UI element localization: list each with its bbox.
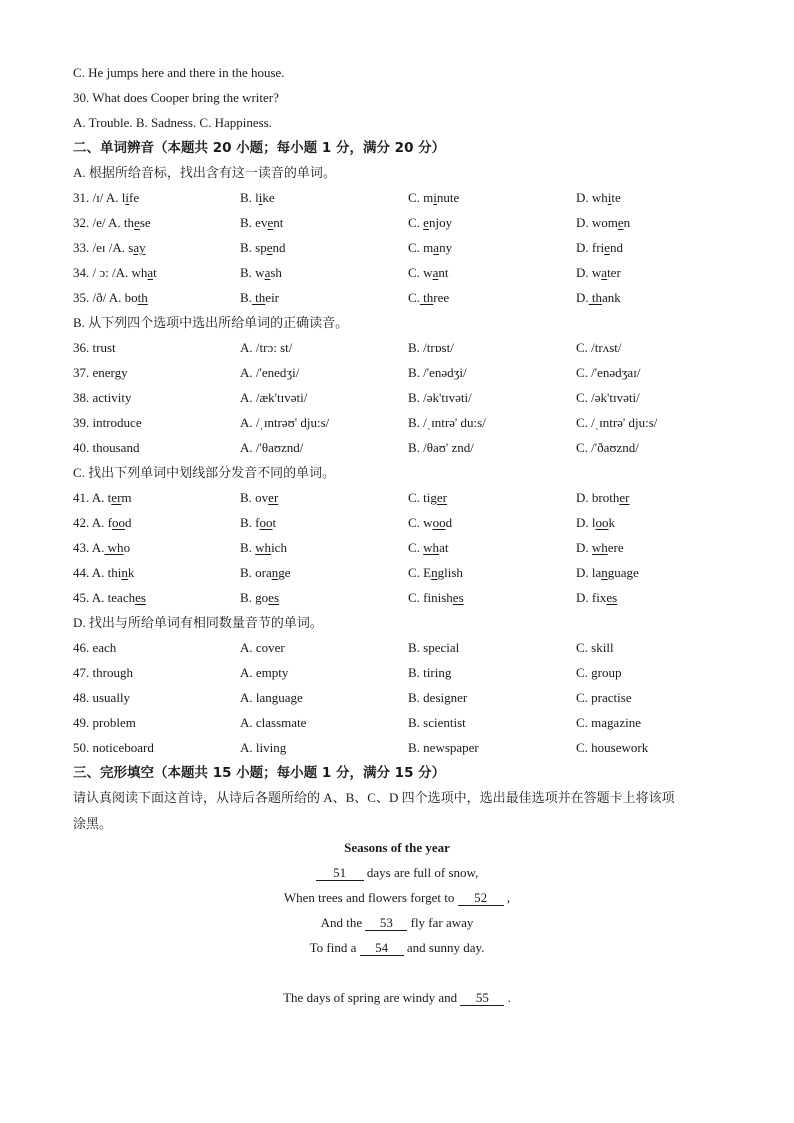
part-a-row-5-col-4 — [576, 288, 621, 308]
question-30: 30. What does Cooper bring the writer? — [73, 90, 279, 105]
part-d-row-3-col-4: C. practise — [576, 690, 632, 705]
text-segment: k — [608, 515, 615, 530]
text-segment: C. m — [408, 190, 434, 205]
option-c-line: C. He jumps here and there in the house. — [73, 65, 285, 80]
part-b-row-1-col-1: 36. trust — [73, 340, 116, 355]
part-a-row-4-col-1 — [73, 263, 157, 283]
part-d-row-3-col-1: 48. usually — [73, 690, 131, 705]
part-a-row-1-col-4 — [576, 188, 621, 208]
poem-line-3 — [0, 913, 794, 933]
blank-55: 55 — [460, 990, 504, 1006]
part-b-row-4-col-1: 39. introduce — [73, 415, 142, 430]
text-segment: at — [439, 540, 449, 555]
blank-53: 53 — [365, 915, 407, 931]
text-segment: C. E — [408, 565, 432, 580]
text-segment: B. l — [240, 190, 259, 205]
text-segment: D. — [576, 540, 592, 555]
underlined-segment: es — [135, 590, 146, 605]
text-segment: nd — [272, 240, 286, 255]
text-segment: D. fri — [576, 240, 605, 255]
text-segment: nd — [609, 240, 623, 255]
underlined-segment: th — [588, 290, 603, 305]
text-segment: nute — [436, 190, 460, 205]
text-segment: C. w — [408, 515, 433, 530]
text-segment: se — [139, 215, 151, 230]
part-b-row-4-col-3: B. /ˌɪntrə' du:s/ — [408, 415, 486, 430]
part-c-row-3-col-4 — [576, 538, 624, 558]
underlined-segment: n — [431, 565, 438, 580]
text-segment: B. w — [240, 265, 265, 280]
cloze-instruction-line-1: 请认真阅读下面这首诗，从诗后各题所给的 A、B、C、D 四个选项中，选出最佳选项并在答题卡上将该项 — [73, 790, 675, 805]
underlined-segment: oo — [432, 515, 446, 530]
text-segment: B. ora — [240, 565, 272, 580]
part-b-row-5-col-2: A. /'θaʊznd/ — [240, 440, 304, 455]
underlined-segment: i — [433, 190, 437, 205]
part-c-instruction: C. 找出下列单词中划线部分发音不同的单词。 — [73, 465, 336, 480]
text-segment: 32. /e/ A. th — [73, 215, 135, 230]
part-d-row-4-col-2: A. classmate — [240, 715, 307, 730]
part-a-row-4-col-4 — [576, 263, 621, 283]
part-b-row-2-col-4: C. /'enədʒaɪ/ — [576, 365, 641, 380]
text-segment: C. w — [408, 265, 433, 280]
text-segment: D. w — [576, 265, 602, 280]
text-segment: sh — [270, 265, 282, 280]
part-b-row-1-col-3: B. /trɒst/ — [408, 340, 454, 355]
text-segment: 44. A. thi — [73, 565, 122, 580]
poem-line-5-end: . — [504, 990, 511, 1005]
part-b-row-5-col-1: 40. thousand — [73, 440, 140, 455]
poem-line-2 — [0, 888, 794, 908]
blank-51: 51 — [316, 865, 364, 881]
part-b-instruction: B. 从下列四个选项中选出所给单词的正确读音。 — [73, 315, 349, 330]
text-segment: njoy — [428, 215, 453, 230]
part-a-row-1-col-3 — [408, 188, 459, 208]
text-segment: glish — [437, 565, 463, 580]
text-segment: 45. A. teach — [73, 590, 136, 605]
part-d-row-5-col-2: A. living — [240, 740, 287, 755]
text-segment: eir — [265, 290, 280, 305]
part-a-row-2-col-4 — [576, 213, 630, 233]
poem-line-4-end: and sunny day. — [403, 940, 485, 955]
text-segment: ank — [602, 290, 621, 305]
underlined-segment: i — [258, 190, 263, 205]
text-segment: m — [121, 490, 132, 505]
text-segment: D. wom — [576, 215, 618, 230]
text-segment: o — [123, 540, 131, 555]
text-segment: D. wh — [576, 190, 608, 205]
part-c-row-2-col-2 — [240, 513, 276, 533]
text-segment: B. f — [240, 515, 260, 530]
underlined-segment: wh — [104, 540, 124, 555]
text-segment: C. — [408, 540, 424, 555]
poem-line-1 — [0, 863, 794, 883]
part-d-row-1-col-4: C. skill — [576, 640, 614, 655]
text-segment: ge — [278, 565, 291, 580]
part-c-row-5-col-1 — [73, 588, 146, 608]
part-a-row-5-col-1 — [73, 288, 148, 308]
underlined-segment: a — [432, 265, 439, 280]
part-b-row-3-col-3: B. /ək'tɪvəti/ — [408, 390, 472, 405]
underlined-segment: wh — [255, 540, 272, 555]
part-c-row-1-col-3 — [408, 488, 447, 508]
text-segment: 43. A. — [73, 540, 105, 555]
underlined-segment: er — [111, 490, 122, 505]
underlined-segment: th — [137, 290, 148, 305]
text-segment: te — [611, 190, 621, 205]
part-c-row-4-col-1 — [73, 563, 134, 583]
underlined-segment: a — [264, 265, 271, 280]
part-c-row-2-col-4 — [576, 513, 615, 533]
text-segment: D. l — [576, 515, 596, 530]
text-segment: C. m — [408, 240, 434, 255]
part-d-row-1-col-2: A. cover — [240, 640, 285, 655]
part-d-row-2-col-2: A. empty — [240, 665, 289, 680]
text-segment: fe — [129, 190, 140, 205]
text-segment: ter — [607, 265, 621, 280]
part-a-row-3-col-4 — [576, 238, 623, 258]
part-d-row-5-col-3: B. newspaper — [408, 740, 479, 755]
text-segment: D. broth — [576, 490, 620, 505]
part-b-row-2-col-3: B. /'enədʒi/ — [408, 365, 467, 380]
underlined-segment: i — [125, 190, 129, 205]
part-d-row-2-col-1: 47. through — [73, 665, 133, 680]
text-segment: D. — [576, 290, 589, 305]
poem-title: Seasons of the year — [344, 840, 450, 855]
part-c-row-4-col-3 — [408, 563, 463, 583]
part-b-row-4-col-2: A. /ˌɪntrəʊ' dju:s/ — [240, 415, 330, 430]
underlined-segment: es — [452, 590, 464, 605]
poem-line-5-text: The days of spring are windy and — [283, 990, 461, 1005]
text-segment: C. — [408, 290, 420, 305]
text-segment: 34. / ɔ: /A. wh — [73, 265, 148, 280]
text-segment: d — [445, 515, 453, 530]
text-segment: t — [153, 265, 157, 280]
part-a-row-1-col-1 — [73, 188, 139, 208]
text-segment: ree — [433, 290, 450, 305]
part-c-row-5-col-2 — [240, 588, 279, 608]
text-segment: n — [623, 215, 631, 230]
underlined-segment: th — [419, 290, 434, 305]
part-a-row-3-col-2 — [240, 238, 286, 258]
underlined-segment: wh — [423, 540, 440, 555]
text-segment: nt — [438, 265, 449, 280]
text-segment: nt — [273, 215, 284, 230]
part-a-row-2-col-1 — [73, 213, 151, 233]
text-segment: 33. /eɪ /A. s — [73, 240, 134, 255]
text-segment: C. finish — [408, 590, 453, 605]
underlined-segment: wh — [591, 540, 608, 555]
text-segment: guage — [607, 565, 639, 580]
poem-line-5 — [0, 988, 794, 1008]
part-a-row-4-col-3 — [408, 263, 448, 283]
text-segment: D. fix — [576, 590, 607, 605]
underlined-segment: es — [606, 590, 618, 605]
underlined-segment: oo — [259, 515, 273, 530]
text-segment: B. — [240, 540, 256, 555]
part-d-row-2-col-3: B. tiring — [408, 665, 452, 680]
underlined-segment: n — [121, 565, 128, 580]
text-segment: d — [125, 515, 132, 530]
poem-line-2-end: , — [503, 890, 511, 905]
underlined-segment: es — [268, 590, 280, 605]
part-d-row-5-col-4: C. housework — [576, 740, 649, 755]
part-a-row-2-col-2 — [240, 213, 283, 233]
underlined-segment: e — [617, 215, 624, 230]
underlined-segment: e — [423, 215, 429, 230]
section-2-heading: 二、单词辨音（本题共 20 小题；每小题 1 分，满分 20 分） — [73, 140, 446, 156]
text-segment: C. tig — [408, 490, 437, 505]
part-a-row-3-col-1 — [73, 238, 146, 258]
part-b-row-4-col-4: C. /ˌɪntrə' dju:s/ — [576, 415, 658, 430]
part-b-row-2-col-2: A. /'enedʒi/ — [240, 365, 300, 380]
part-b-row-3-col-4: C. /ək'tɪvəti/ — [576, 390, 640, 405]
part-b-row-1-col-4: C. /trʌst/ — [576, 340, 622, 355]
underlined-segment: a — [433, 240, 440, 255]
underlined-segment: oo — [595, 515, 609, 530]
part-d-row-4-col-3: B. scientist — [408, 715, 466, 730]
text-segment: ere — [607, 540, 624, 555]
part-d-row-1-col-3: B. special — [408, 640, 460, 655]
blank-54: 54 — [360, 940, 404, 956]
question-30-options: A. Trouble. B. Sadness. C. Happiness. — [73, 115, 272, 130]
part-a-row-4-col-2 — [240, 263, 282, 283]
part-b-row-1-col-2: A. /trɔ: st/ — [240, 340, 293, 355]
underlined-segment: a — [601, 265, 608, 280]
part-a-row-2-col-3 — [408, 213, 452, 233]
part-c-row-1-col-1 — [73, 488, 132, 508]
underlined-segment: a — [147, 265, 154, 280]
part-c-row-5-col-4 — [576, 588, 617, 608]
part-c-row-1-col-2 — [240, 488, 278, 508]
text-segment: k — [127, 565, 135, 580]
underlined-segment: e — [134, 215, 140, 230]
text-segment: t — [272, 515, 277, 530]
part-d-row-1-col-1: 46. each — [73, 640, 117, 655]
poem-line-3-text: And the — [320, 915, 366, 930]
underlined-segment: e — [604, 240, 610, 255]
part-b-row-3-col-1: 38. activity — [73, 390, 132, 405]
text-segment: ke — [262, 190, 275, 205]
poem-line-3-end: fly far away — [407, 915, 474, 930]
text-segment: 31. /ɪ/ A. l — [73, 190, 126, 205]
underlined-segment: ay — [133, 240, 146, 255]
underlined-segment: n — [601, 565, 608, 580]
text-segment: B. ov — [240, 490, 269, 505]
part-d-row-3-col-3: B. designer — [408, 690, 468, 705]
poem-line-4 — [0, 938, 794, 958]
part-c-row-1-col-4 — [576, 488, 629, 508]
part-b-row-2-col-1: 37. energy — [73, 365, 128, 380]
part-c-row-4-col-2 — [240, 563, 291, 583]
part-c-row-2-col-1 — [73, 513, 132, 533]
part-b-row-3-col-2: A. /æk'tɪvəti/ — [240, 390, 308, 405]
text-segment: D. la — [576, 565, 602, 580]
underlined-segment: er — [268, 490, 279, 505]
underlined-segment: th — [251, 290, 266, 305]
part-d-row-5-col-1: 50. noticeboard — [73, 740, 154, 755]
underlined-segment: oo — [112, 515, 125, 530]
section-3-heading: 三、完形填空（本题共 15 小题；每小题 1 分，满分 15 分） — [73, 765, 446, 781]
part-c-row-5-col-3 — [408, 588, 464, 608]
poem-line-1-text: days are full of snow, — [363, 865, 479, 880]
part-a-row-5-col-3 — [408, 288, 449, 308]
part-a-row-5-col-2 — [240, 288, 279, 308]
part-b-row-5-col-3: B. /θaʊ' znd/ — [408, 440, 474, 455]
text-segment: 35. /ð/ A. bo — [73, 290, 138, 305]
part-c-row-3-col-1 — [73, 538, 130, 558]
blank-52: 52 — [458, 890, 504, 906]
part-c-row-2-col-3 — [408, 513, 452, 533]
text-segment: B. ev — [240, 215, 268, 230]
text-segment: 42. A. f — [73, 515, 112, 530]
part-a-row-1-col-2 — [240, 188, 275, 208]
part-a-instruction: A. 根据所给音标，找出含有这一读音的单词。 — [73, 165, 336, 180]
part-c-row-3-col-3 — [408, 538, 448, 558]
text-segment: C. — [408, 215, 424, 230]
poem-line-2-text: When trees and flowers forget to — [283, 890, 458, 905]
underlined-segment: er — [619, 490, 630, 505]
part-d-instruction: D. 找出与所给单词有相同数量音节的单词。 — [73, 615, 323, 630]
part-b-row-5-col-4: C. /'ðaʊznd/ — [576, 440, 639, 455]
part-c-row-4-col-4 — [576, 563, 639, 583]
text-segment: 41. A. t — [73, 490, 112, 505]
part-a-row-3-col-3 — [408, 238, 452, 258]
part-d-row-2-col-4: C. group — [576, 665, 622, 680]
underlined-segment: i — [607, 190, 612, 205]
underlined-segment: n — [271, 565, 279, 580]
text-segment: B. sp — [240, 240, 267, 255]
part-d-row-4-col-1: 49. problem — [73, 715, 136, 730]
poem-line-4-text: To find a — [309, 940, 360, 955]
text-segment: B. go — [240, 590, 269, 605]
text-segment: ny — [439, 240, 453, 255]
text-segment: B. — [240, 290, 252, 305]
text-segment: ich — [271, 540, 287, 555]
part-d-row-4-col-4: C. magazine — [576, 715, 641, 730]
part-d-row-3-col-2: A. language — [240, 690, 303, 705]
cloze-instruction-line-2: 涂黑。 — [73, 816, 113, 831]
underlined-segment: er — [436, 490, 448, 505]
underlined-segment: e — [266, 240, 273, 255]
underlined-segment: e — [267, 215, 274, 230]
part-c-row-3-col-2 — [240, 538, 287, 558]
